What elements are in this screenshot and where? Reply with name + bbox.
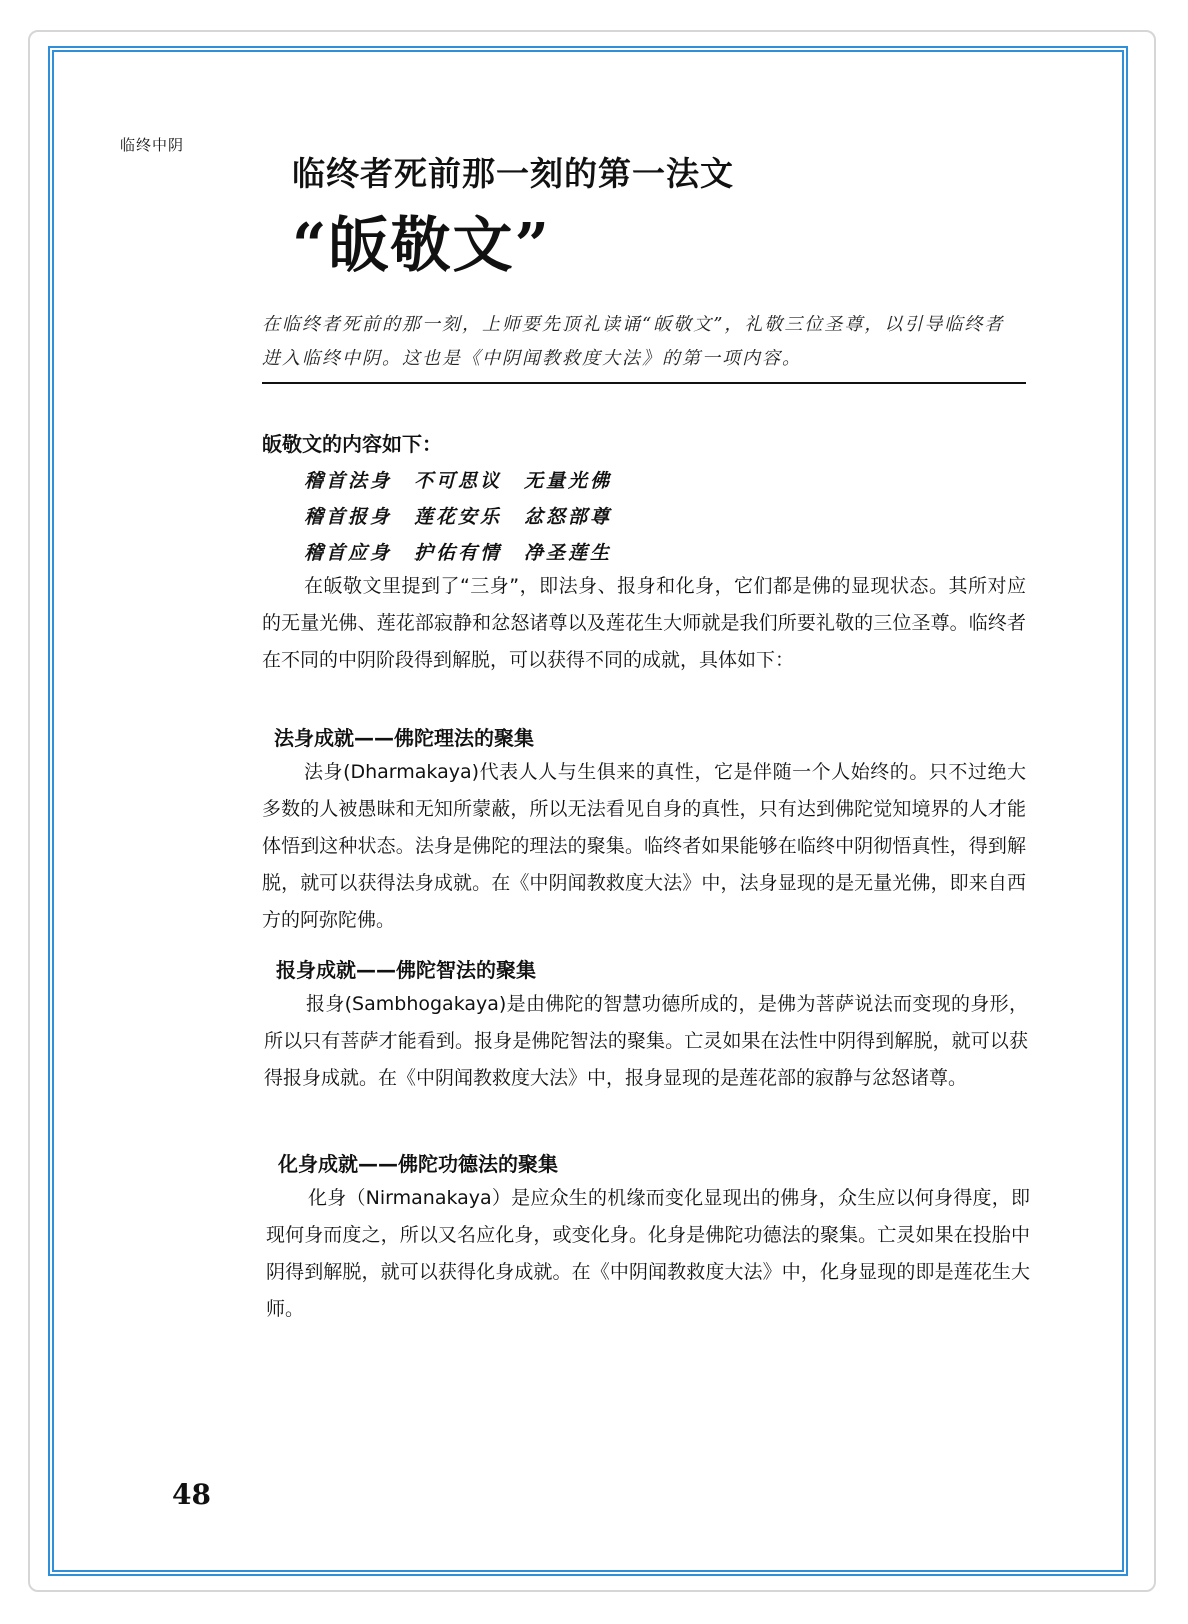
running-head: 临终中阴 — [120, 136, 185, 154]
section-heading: 报身成就——佛陀智法的聚集 — [276, 958, 536, 982]
page-number: 48 — [172, 1478, 211, 1511]
verse-line: 稽首法身 不可思议 无量光佛 — [304, 470, 613, 492]
divider-rule — [262, 382, 1026, 384]
body-paragraph: 在皈敬文里提到了“三身”，即法身、报身和化身，它们都是佛的显现状态。其所对应的无量光佛、莲花部寂静和忿怒诸尊以及莲花生大师就是我们所要礼敬的三位圣尊。临终者在不同的中阴阶段得到解脱，可以获得不同的成就，具体如下： — [262, 575, 1026, 671]
section-paragraph: 法身(Dharmakaya)代表人人与生俱来的真性，它是伴随一个人始终的。只不过绝大多数的人被愚昧和无知所蒙蔽，所以无法看见自身的真性，只有达到佛陀觉知境界的人才能体悟到这种状态。法身是佛陀的理法的聚集。临终者如果能够在临终中阴彻悟真性，得到解脱，就可以获得法身成就。在《中阴闻教救度大法》中，法身显现的是无量光佛，即来自西方的阿弥陀佛。 — [262, 761, 1026, 931]
verse-line: 稽首报身 莲花安乐 忿怒部尊 — [304, 506, 613, 528]
verse-lead: 皈敬文的内容如下： — [262, 432, 442, 456]
verse-line: 稽首应身 护佑有情 净圣莲生 — [304, 542, 613, 564]
section-paragraph: 化身（Nirmanakaya）是应众生的机缘而变化显现出的佛身，众生应以何身得度，即现何身而度之，所以又名应化身，或变化身。化身是佛陀功德法的聚集。亡灵如果在投胎中阴得到解脱，就可以获得化身成就。在《中阴闻教救度大法》中，化身显现的即是莲花生大师。 — [266, 1187, 1030, 1320]
chapter-title: 临终者死前那一刻的第一法文 — [292, 154, 734, 193]
section-paragraph: 报身(Sambhogakaya)是由佛陀的智慧功德所成的，是佛为菩萨说法而变现的身形，所以只有菩萨才能看到。报身是佛陀智法的聚集。亡灵如果在法性中阴得到解脱，就可以获得报身成就。在《中阴闻教救度大法》中，报身显现的是莲花部的寂静与忿怒诸尊。 — [264, 993, 1028, 1089]
intro-paragraph: 在临终者死前的那一刻，上师要先顶礼读诵“皈敬文”，礼敬三位圣尊，以引导临终者进入临终中阴。这也是《中阴闻教救度大法》的第一项内容。 — [262, 314, 1005, 369]
section-heading: 化身成就——佛陀功德法的聚集 — [278, 1152, 558, 1176]
chapter-subtitle: “皈敬文” — [292, 211, 552, 281]
section-heading: 法身成就——佛陀理法的聚集 — [274, 726, 534, 750]
